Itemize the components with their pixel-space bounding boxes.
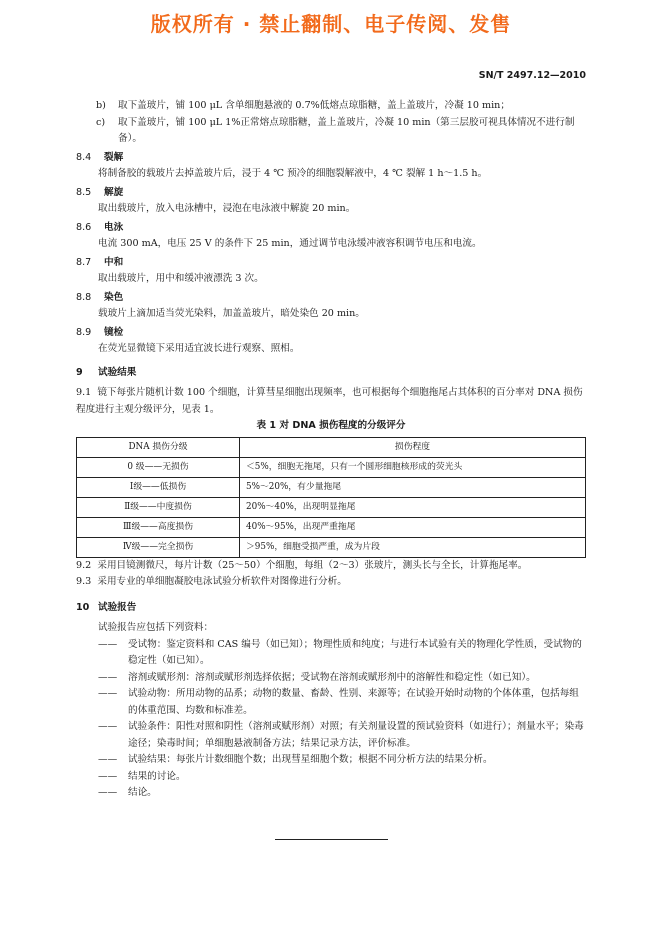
list-text: 试验结果：每张片计数细胞个数；出现彗星细胞个数；根据不同分析方法的结果分析。 bbox=[128, 754, 493, 765]
section-body: 取出载玻片，放入电泳槽中，浸泡在电泳液中解旋 20 min。 bbox=[98, 203, 356, 214]
standard-code: SN/T 2497.12—2010 bbox=[478, 70, 586, 81]
clause-number: 9.1 bbox=[76, 387, 92, 398]
grade-cell: Ⅲ级——高度损伤 bbox=[77, 517, 240, 537]
copyright-watermark: 版权所有 · 禁止翻制、电子传阅、发售 bbox=[150, 12, 512, 36]
degree-cell: 20%～40%，出现明显拖尾 bbox=[240, 497, 586, 517]
paragraph-9-2 bbox=[76, 558, 586, 575]
grade-cell: Ⅰ级——低损伤 bbox=[77, 477, 240, 497]
dash-marker: —— bbox=[98, 671, 118, 683]
section-number: 8.7 bbox=[76, 256, 92, 268]
section-title: 试验结果 bbox=[98, 366, 137, 378]
degree-cell: ＜5%，细胞无拖尾，只有一个圆形细胞核形成的荧光头 bbox=[240, 457, 586, 477]
list-text: 试验动物：所用动物的品系；动物的数量、畜龄、性别、来源等；在试验开始时动物的个体体重，包括每组的体重范围、均数和标准差。 bbox=[128, 688, 579, 716]
grade-cell: Ⅳ级——完全损伤 bbox=[77, 537, 240, 557]
section-number: 8.8 bbox=[76, 291, 92, 303]
list-text: 取下盖玻片，铺 100 μL 1%正常熔点琼脂糖，盖上盖玻片，冷凝 10 min（第三层胶可视具体情况不进行制备）。 bbox=[118, 116, 575, 144]
section-title: 解旋 bbox=[104, 186, 124, 198]
list-item bbox=[76, 752, 586, 769]
clause-text: 采用目镜测微尺，每片计数（25～50）个细胞，每组（2～3）张玻片，测头长与全长，计算拖尾率。 bbox=[97, 559, 528, 571]
end-of-document-rule bbox=[275, 839, 388, 840]
section-body: 在荧光显微镜下采用适宜波长进行观察、照相。 bbox=[98, 343, 300, 354]
section-number: 9 bbox=[76, 366, 83, 378]
damage-grade-table bbox=[76, 437, 586, 558]
table-title: 表 1 对 DNA 损伤程度的分级评分 bbox=[256, 420, 406, 431]
list-text: 试验条件：阳性对照和阴性（溶剂或赋形剂）对照；有关剂量设置的预试验资料（如进行）；剂量水平；染毒途径；染毒时间；单细胞悬液制备方法；结果记录方法，评价标准。 bbox=[128, 721, 584, 749]
degree-cell: 5%～20%，有少量拖尾 bbox=[240, 477, 586, 497]
list-text: 结论。 bbox=[128, 787, 157, 798]
section-title: 中和 bbox=[104, 256, 124, 268]
section-number: 8.9 bbox=[76, 326, 92, 338]
table-row bbox=[77, 497, 586, 517]
table-row bbox=[77, 457, 586, 477]
report-intro: 试验报告应包括下列资料： bbox=[98, 622, 214, 633]
section-body: 取出载玻片，用中和缓冲液漂洗 3 次。 bbox=[98, 273, 264, 284]
section-title: 电泳 bbox=[104, 221, 124, 233]
list-item bbox=[76, 719, 586, 752]
degree-cell: ＞95%，细胞受损严重，成为片段 bbox=[240, 537, 586, 557]
section-body: 载玻片上滴加适当荧光染料，加盖盖玻片，暗处染色 20 min。 bbox=[98, 308, 365, 319]
list-item bbox=[76, 115, 586, 148]
section-10-heading bbox=[76, 600, 586, 617]
list-text: 结果的讨论。 bbox=[128, 770, 186, 782]
list-item bbox=[76, 769, 586, 786]
dash-marker: —— bbox=[98, 688, 118, 699]
section-8-6 bbox=[76, 220, 586, 253]
dash-marker: —— bbox=[98, 754, 118, 765]
table-row bbox=[77, 477, 586, 497]
grade-cell: Ⅱ级——中度损伤 bbox=[77, 497, 240, 517]
section-body: 将制备胶的载玻片去掉盖玻片后，浸于 4 ℃ 预冷的细胞裂解液中，4 ℃ 裂解 1 h～1.5 h。 bbox=[98, 168, 488, 179]
section-title: 染色 bbox=[104, 291, 124, 303]
grade-cell: 0 级——无损伤 bbox=[77, 457, 240, 477]
dash-marker: —— bbox=[98, 638, 118, 650]
section-8-8 bbox=[76, 290, 586, 323]
clause-text: 镜下每张片随机计数 100 个细胞，计算彗星细胞出现频率，也可根据每个细胞拖尾占其体积的百分率对 DNA 损伤程度进行主观分级评分，见表 1。 bbox=[76, 387, 583, 415]
dash-marker: —— bbox=[98, 770, 118, 782]
dash-marker: —— bbox=[98, 787, 118, 798]
document-body bbox=[76, 98, 586, 802]
column-header: 损伤程度 bbox=[240, 437, 586, 457]
list-item bbox=[76, 98, 586, 115]
section-8-7 bbox=[76, 255, 586, 288]
section-number: 8.6 bbox=[76, 221, 92, 233]
section-title: 镜检 bbox=[104, 326, 124, 338]
list-text: 取下盖玻片，铺 100 μL 含单细胞悬液的 0.7%低熔点琼脂糖，盖上盖玻片，冷凝 10 min； bbox=[118, 100, 510, 111]
clause-number: 9.3 bbox=[76, 576, 92, 587]
paragraph-9-3 bbox=[76, 574, 586, 591]
section-title: 裂解 bbox=[104, 151, 124, 163]
table-row bbox=[77, 517, 586, 537]
table-row bbox=[77, 537, 586, 557]
list-item bbox=[76, 785, 586, 802]
degree-cell: 40%～95%，出现严重拖尾 bbox=[240, 517, 586, 537]
clause-number: 9.2 bbox=[76, 559, 92, 571]
section-9-heading bbox=[76, 365, 586, 382]
section-title: 试验报告 bbox=[98, 601, 137, 613]
clause-text: 采用专业的单细胞凝胶电泳试验分析软件对图像进行分析。 bbox=[97, 576, 347, 587]
dash-marker: —— bbox=[98, 721, 118, 732]
table-header-row bbox=[77, 437, 586, 457]
section-body: 电流 300 mA，电压 25 V 的条件下 25 min，通过调节电泳缓冲液容积调节电压和电流。 bbox=[98, 238, 482, 249]
list-text: 溶剂或赋形剂：溶剂或赋形剂选择依据；受试物在溶剂或赋形剂中的溶解性和稳定性（如已知）。 bbox=[128, 671, 536, 683]
list-text: 受试物：鉴定资料和 CAS 编号（如已知）；物理性质和纯度；与进行本试验有关的物理化学性质，受试物的稳定性（如已知）。 bbox=[128, 638, 582, 666]
section-number: 8.5 bbox=[76, 186, 92, 198]
section-8-5 bbox=[76, 185, 586, 218]
section-number: 8.4 bbox=[76, 151, 92, 163]
list-item bbox=[76, 670, 586, 687]
section-8-9 bbox=[76, 325, 586, 358]
section-8-4 bbox=[76, 150, 586, 183]
paragraph-9-1 bbox=[76, 385, 586, 418]
list-marker: b) bbox=[96, 100, 106, 111]
list-marker: c) bbox=[96, 116, 106, 128]
section-number: 10 bbox=[76, 601, 90, 613]
list-item bbox=[76, 686, 586, 719]
column-header: DNA 损伤分级 bbox=[77, 437, 240, 457]
list-item bbox=[76, 637, 586, 670]
